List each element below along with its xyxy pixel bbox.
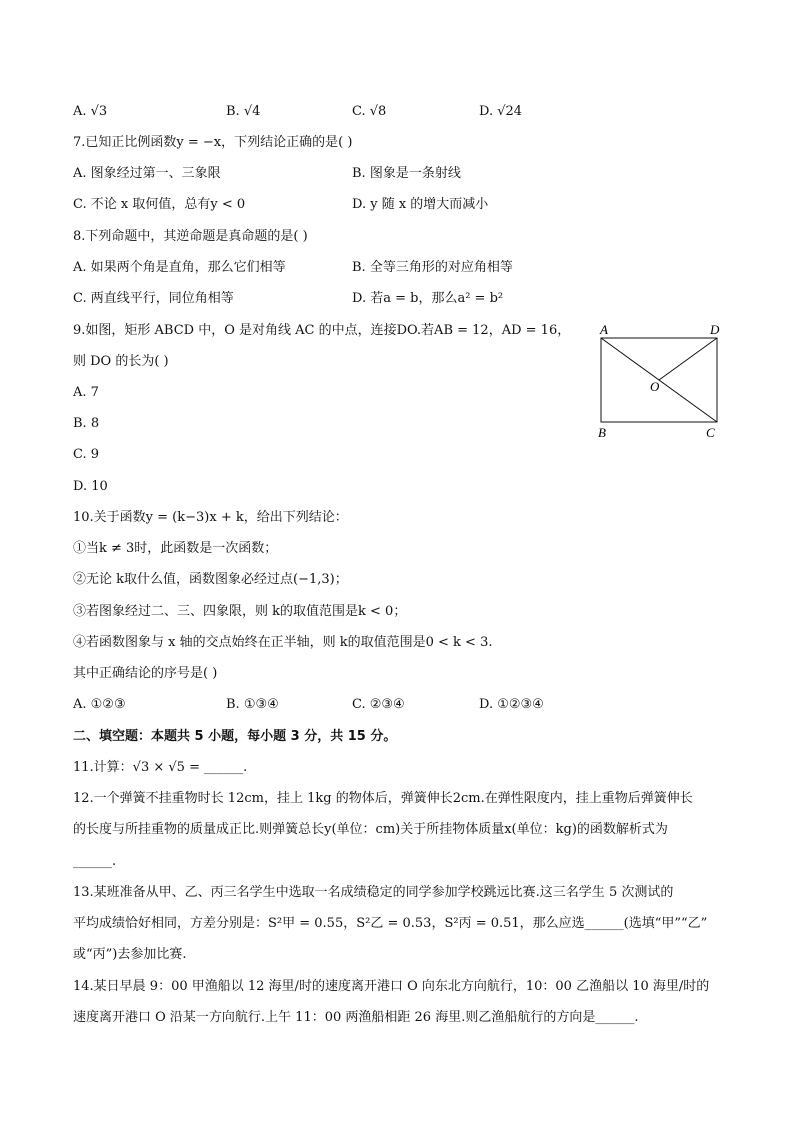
q9-option-b: B. 8 — [73, 416, 100, 431]
q8-option-a: A. 如果两个角是直角，那么它们相等 — [73, 260, 286, 275]
q10-option-a: A. ①②③ — [73, 697, 126, 712]
q12-line2: 的长度与所挂重物的质量成正比.则弹簧总长y(单位：cm)关于所挂物体质量x(单位：kg)的函数解析式为 — [73, 822, 668, 837]
rectangle-figure — [590, 322, 730, 444]
q7-option-d: D. y 随 x 的增大而减小 — [352, 197, 489, 212]
q11-stem: 11.计算：√3 × √5 = ______. — [73, 760, 248, 775]
q10-option-c: C. ②③④ — [352, 697, 405, 712]
q7-stem: 7.已知正比例函数y = −x，下列结论正确的是( ) — [73, 135, 353, 150]
rectangle-abcd-diagram — [590, 322, 730, 444]
segment-do — [659, 338, 717, 380]
q10-item-4: ④若函数图象与 x 轴的交点始终在正半轴，则 k的取值范围是0 < k < 3. — [73, 635, 493, 650]
q9-stem-line1: 9.如图，矩形 ABCD 中，O 是对角线 AC 的中点，连接DO.若AB = 12，AD = 16， — [73, 323, 571, 338]
q14-line1: 14.某日早晨 9：00 甲渔船以 12 海里/时的速度离开港口 O 向东北方向航行，10：00 乙渔船以 10 海里/时的 — [73, 979, 710, 994]
label-o: O — [650, 379, 660, 394]
q12-line3: ______. — [73, 854, 117, 869]
q10-option-b: B. ①③④ — [226, 697, 279, 712]
q6-option-a: A. √3 — [73, 104, 108, 119]
q9-option-c: C. 9 — [73, 447, 100, 462]
q10-item-1: ①当k ≠ 3时，此函数是一次函数； — [73, 541, 278, 556]
label-b: B — [598, 425, 606, 440]
label-d: D — [710, 322, 720, 337]
q6-option-d: D. √24 — [479, 104, 523, 119]
label-c: C — [706, 425, 715, 440]
q14-line2: 速度离开港口 O 沿某一方向航行.上午 11：00 两渔船相距 26 海里.则乙渔船航行的方向是______. — [73, 1010, 639, 1025]
q10-option-d: D. ①②③④ — [479, 697, 544, 712]
q8-option-d: D. 若a = b，那么a² = b² — [352, 291, 504, 306]
q10-stem: 10.关于函数y = (k−3)x + k，给出下列结论： — [73, 510, 348, 525]
label-a: A — [600, 322, 608, 337]
q9-stem-line2: 则 DO 的长为( ) — [73, 354, 169, 369]
q10-item-2: ②无论 k取什么值，函数图象必经过点(−1,3)； — [73, 572, 348, 587]
q8-option-b: B. 全等三角形的对应角相等 — [352, 260, 513, 275]
q6-option-b: B. √4 — [226, 104, 261, 119]
q9-option-a: A. 7 — [73, 385, 99, 400]
q8-stem: 8.下列命题中，其逆命题是真命题的是( ) — [73, 229, 308, 244]
q6-option-c: C. √8 — [352, 104, 387, 119]
section-2-heading: 二、填空题：本题共 5 小题，每小题 3 分，共 15 分。 — [73, 729, 397, 744]
q13-line3: 或“丙”)去参加比赛. — [73, 947, 187, 962]
q8-option-c: C. 两直线平行，同位角相等 — [73, 291, 234, 306]
q9-option-d: D. 10 — [73, 479, 108, 494]
q13-line1: 13.某班准备从甲、乙、丙三名学生中选取一名成绩稳定的同学参加学校跳远比赛.这三名学生 5 次测试的 — [73, 885, 674, 900]
q10-question: 其中正确结论的序号是( ) — [73, 666, 218, 681]
q13-line2: 平均成绩恰好相同，方差分别是：S²甲 = 0.55，S²乙 = 0.53，S²丙 = 0.51，那么应选______(选填“甲”“乙” — [73, 916, 708, 931]
q7-option-a: A. 图象经过第一、三象限 — [73, 166, 221, 181]
q7-option-b: B. 图象是一条射线 — [352, 166, 461, 181]
q12-line1: 12.一个弹簧不挂重物时长 12cm，挂上 1kg 的物体后，弹簧伸长2cm.在弹性限度内，挂上重物后弹簧伸长 — [73, 791, 693, 806]
q10-item-3: ③若图象经过二、三、四象限，则 k的取值范围是k < 0； — [73, 604, 407, 619]
q7-option-c: C. 不论 x 取何值，总有y < 0 — [73, 197, 246, 212]
